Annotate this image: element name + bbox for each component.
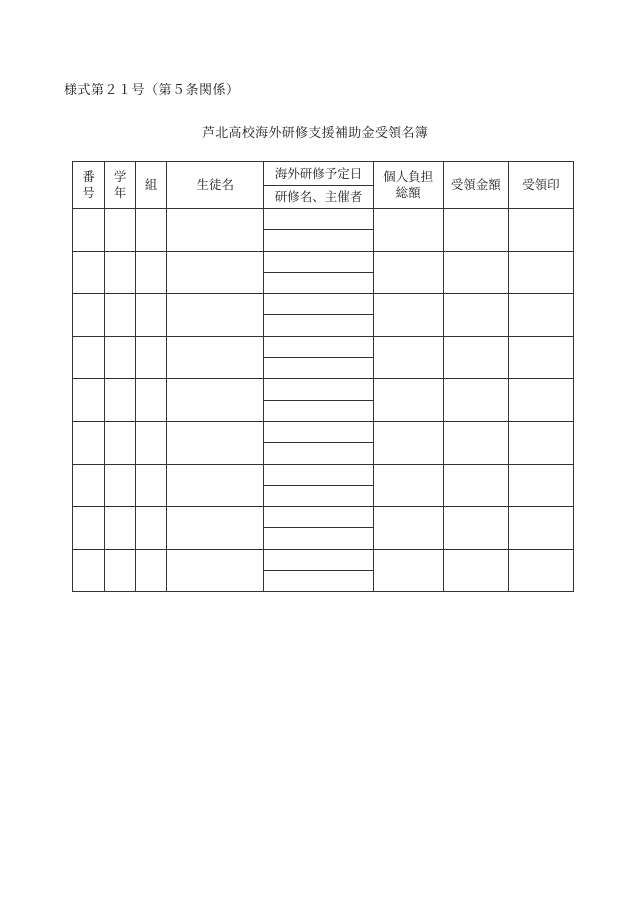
cell-received-amount[interactable] — [443, 379, 508, 422]
cell-training-name-organizer[interactable] — [264, 528, 373, 549]
cell-receipt-seal[interactable] — [508, 251, 573, 294]
receipt-ledger-table — [72, 161, 574, 592]
cell-class[interactable] — [136, 464, 167, 507]
cell-class[interactable] — [136, 421, 167, 464]
cell-number[interactable] — [73, 507, 105, 550]
cell-personal-burden[interactable] — [373, 251, 443, 294]
cell-class[interactable] — [136, 507, 167, 550]
cell-training-date[interactable] — [264, 379, 373, 400]
cell-training-name-organizer[interactable] — [264, 358, 373, 379]
form-number: 様式第２１号（第５条関係） — [64, 83, 240, 98]
header-training-name-organizer: 研修名、主催者 — [264, 186, 373, 209]
cell-receipt-seal[interactable] — [508, 294, 573, 337]
cell-student-name[interactable] — [167, 549, 264, 592]
cell-personal-burden[interactable] — [373, 507, 443, 550]
header-grade-bottom: 年 — [113, 185, 127, 200]
document-title: 芦北高校海外研修支援補助金受領名簿 — [201, 126, 429, 141]
cell-training-date[interactable] — [264, 464, 373, 485]
cell-grade[interactable] — [105, 251, 136, 294]
cell-received-amount[interactable] — [443, 294, 508, 337]
cell-training-name-organizer[interactable] — [264, 571, 373, 592]
header-grade — [105, 162, 136, 209]
cell-training-date[interactable] — [264, 209, 373, 230]
cell-received-amount[interactable] — [443, 209, 508, 252]
cell-received-amount[interactable] — [443, 464, 508, 507]
cell-training-date[interactable] — [264, 251, 373, 272]
cell-class[interactable] — [136, 294, 167, 337]
cell-class[interactable] — [136, 336, 167, 379]
cell-personal-burden[interactable] — [373, 379, 443, 422]
cell-number[interactable] — [73, 421, 105, 464]
cell-student-name[interactable] — [167, 294, 264, 337]
cell-number[interactable] — [73, 379, 105, 422]
cell-personal-burden[interactable] — [373, 336, 443, 379]
cell-grade[interactable] — [105, 209, 136, 252]
cell-receipt-seal[interactable] — [508, 379, 573, 422]
header-number-top: 番 — [82, 169, 95, 185]
cell-receipt-seal[interactable] — [508, 464, 573, 507]
cell-grade[interactable] — [105, 507, 136, 550]
cell-student-name[interactable] — [167, 421, 264, 464]
entry-row — [73, 421, 574, 442]
cell-personal-burden[interactable] — [373, 421, 443, 464]
cell-training-name-organizer[interactable] — [264, 315, 373, 336]
cell-class[interactable] — [136, 379, 167, 422]
cell-class[interactable] — [136, 209, 167, 252]
cell-personal-burden[interactable] — [373, 464, 443, 507]
entry-row — [73, 549, 574, 570]
cell-training-date[interactable] — [264, 549, 373, 570]
cell-receipt-seal[interactable] — [508, 336, 573, 379]
cell-number[interactable] — [73, 294, 105, 337]
cell-grade[interactable] — [105, 379, 136, 422]
cell-student-name[interactable] — [167, 379, 264, 422]
header-number — [73, 162, 105, 209]
cell-student-name[interactable] — [167, 336, 264, 379]
cell-training-date[interactable] — [264, 421, 373, 442]
header-student-name: 生徒名 — [167, 162, 264, 209]
cell-student-name[interactable] — [167, 507, 264, 550]
header-received-amount: 受領金額 — [443, 162, 508, 209]
header-class: 組 — [136, 162, 167, 209]
header-personal-burden-top: 個人負担 — [383, 169, 434, 185]
cell-training-date[interactable] — [264, 507, 373, 528]
header-receipt-seal: 受領印 — [508, 162, 573, 209]
entry-row — [73, 379, 574, 400]
cell-personal-burden[interactable] — [373, 209, 443, 252]
entry-row — [73, 251, 574, 272]
cell-received-amount[interactable] — [443, 421, 508, 464]
cell-number[interactable] — [73, 209, 105, 252]
cell-training-name-organizer[interactable] — [264, 272, 373, 293]
cell-grade[interactable] — [105, 294, 136, 337]
cell-student-name[interactable] — [167, 464, 264, 507]
entry-row — [73, 464, 574, 485]
cell-received-amount[interactable] — [443, 336, 508, 379]
cell-received-amount[interactable] — [443, 507, 508, 550]
cell-training-name-organizer[interactable] — [264, 400, 373, 421]
entry-row — [73, 336, 574, 357]
cell-receipt-seal[interactable] — [508, 507, 573, 550]
cell-number[interactable] — [73, 464, 105, 507]
cell-training-date[interactable] — [264, 336, 373, 357]
entry-row — [73, 294, 574, 315]
cell-training-name-organizer[interactable] — [264, 443, 373, 464]
header-training-date: 海外研修予定日 — [264, 162, 373, 186]
header-number-bottom: 号 — [82, 185, 95, 200]
cell-received-amount[interactable] — [443, 251, 508, 294]
header-personal-burden-bottom: 総額 — [395, 185, 421, 200]
cell-training-date[interactable] — [264, 294, 373, 315]
cell-training-name-organizer[interactable] — [264, 230, 373, 251]
cell-number[interactable] — [73, 251, 105, 294]
cell-student-name[interactable] — [167, 209, 264, 252]
cell-grade[interactable] — [105, 336, 136, 379]
entry-row — [73, 209, 574, 230]
cell-number[interactable] — [73, 336, 105, 379]
header-grade-top: 学 — [113, 169, 127, 185]
header-personal-burden — [373, 162, 443, 209]
cell-receipt-seal[interactable] — [508, 421, 573, 464]
cell-grade[interactable] — [105, 464, 136, 507]
cell-personal-burden[interactable] — [373, 549, 443, 592]
cell-student-name[interactable] — [167, 251, 264, 294]
cell-receipt-seal[interactable] — [508, 209, 573, 252]
header-row — [73, 162, 574, 186]
entry-row — [73, 507, 574, 528]
cell-receipt-seal[interactable] — [508, 549, 573, 592]
cell-grade[interactable] — [105, 549, 136, 592]
cell-class[interactable] — [136, 549, 167, 592]
cell-class[interactable] — [136, 251, 167, 294]
cell-training-name-organizer[interactable] — [264, 485, 373, 506]
cell-number[interactable] — [73, 549, 105, 592]
cell-grade[interactable] — [105, 421, 136, 464]
cell-personal-burden[interactable] — [373, 294, 443, 337]
cell-received-amount[interactable] — [443, 549, 508, 592]
